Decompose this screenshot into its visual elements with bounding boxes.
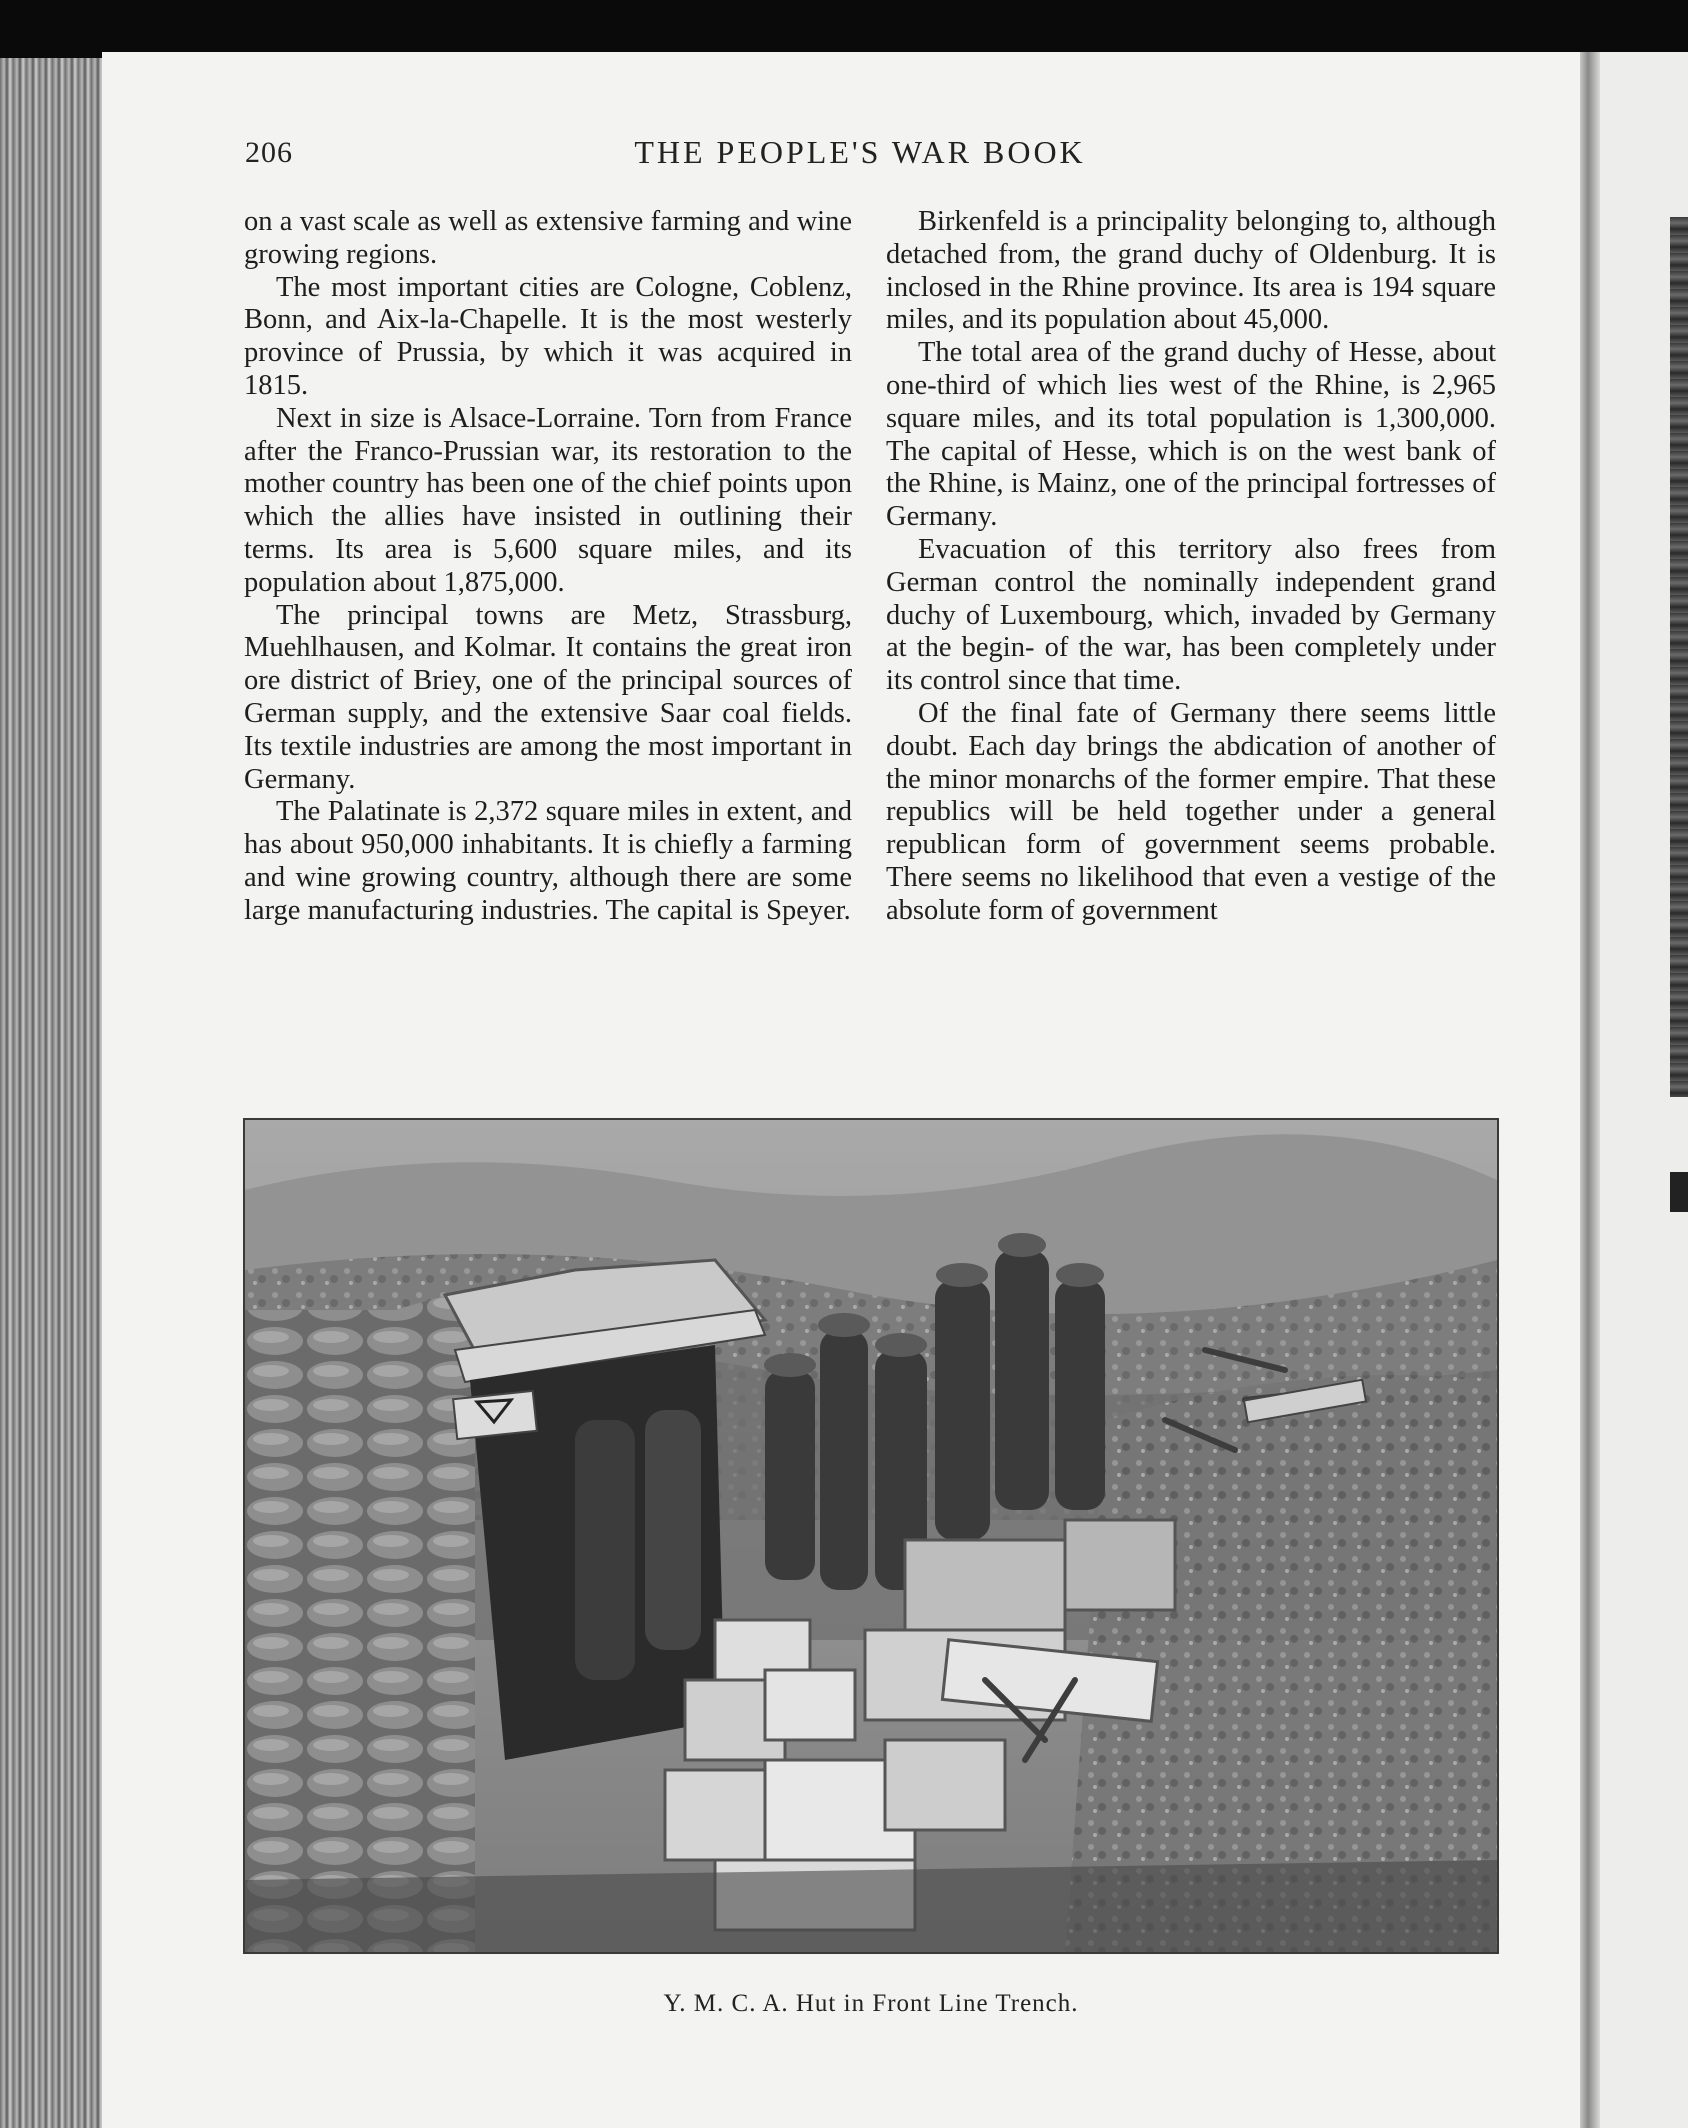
facing-page-edge [1600,52,1688,2128]
paragraph: on a vast scale as well as extensive farming and wine growing regions. [244,206,852,270]
photograph-illustration [245,1120,1497,1952]
paragraph: The Palatinate is 2,372 square miles in extent, and has about 950,000 inhabitants. It is chiefly a farming and wine growing country, although there are some large manufacturing industries. The capital is Speyer. [244,796,852,926]
photo-caption: Y. M. C. A. Hut in Front Line Trench. [663,1990,1079,2017]
facing-page-photo-edge-lower [1670,1172,1688,1212]
right-text-column [886,206,1496,928]
facing-page-photo-edge [1670,217,1688,1097]
paragraph: The most important cities are Cologne, Coblenz, Bonn, and Aix-la-Chapelle. It is the most westerly province of Prussia, by which it was acquired in 1815. [244,271,852,401]
page-number: 206 [245,136,293,169]
paragraph: The principal towns are Metz, Strassburg, Muehlhausen, and Kolmar. It contains the great iron ore district of Briey, one of the principal sources of German supply, and the extensive Saar coal fields. Its textile industries are among the most important in Germany. [244,599,852,795]
trench-photograph [243,1118,1499,1954]
paragraph: The total area of the grand duchy of Hesse, about one-third of which lies west of the Rhine, is 2,965 square miles, and its total population is 1,300,000. The capital of Hesse, which is on the west bank of the Rhine, is Mainz, one of the principal fortresses of Germany. [886,337,1496,533]
scanner-background [0,0,1688,58]
paragraph: Evacuation of this territory also frees from German control the nominally independent grand duchy of Luxembourg, which, invaded by Germany at the begin- of the war, has been completely under its control since that time. [886,533,1496,697]
paragraph: Of the final fate of Germany there seems little doubt. Each day brings the abdication of another of the minor monarchs of the former empire. That these republics will be held together under a general republican form of government seems probable. There seems no likelihood that even a vestige of the absolute form of government [886,697,1496,926]
paragraph: Birkenfeld is a principality belonging to, although detached from, the grand duchy of Oldenburg. It is inclosed in the Rhine province. Its area is 194 square miles, and its population about 45,000. [886,206,1496,336]
book-gutter [1580,52,1600,2128]
left-text-column [244,206,852,928]
page-edge-stack [0,58,102,2128]
paragraph: Next in size is Alsace-Lorraine. Torn from France after the Franco-Prussian war, its restoration to the mother country has been one of the chief points upon which the allies have insisted in outlining their terms. Its area is 5,600 square miles, and its population about 1,875,000. [244,402,852,598]
running-title: THE PEOPLE'S WAR BOOK [634,134,1086,170]
